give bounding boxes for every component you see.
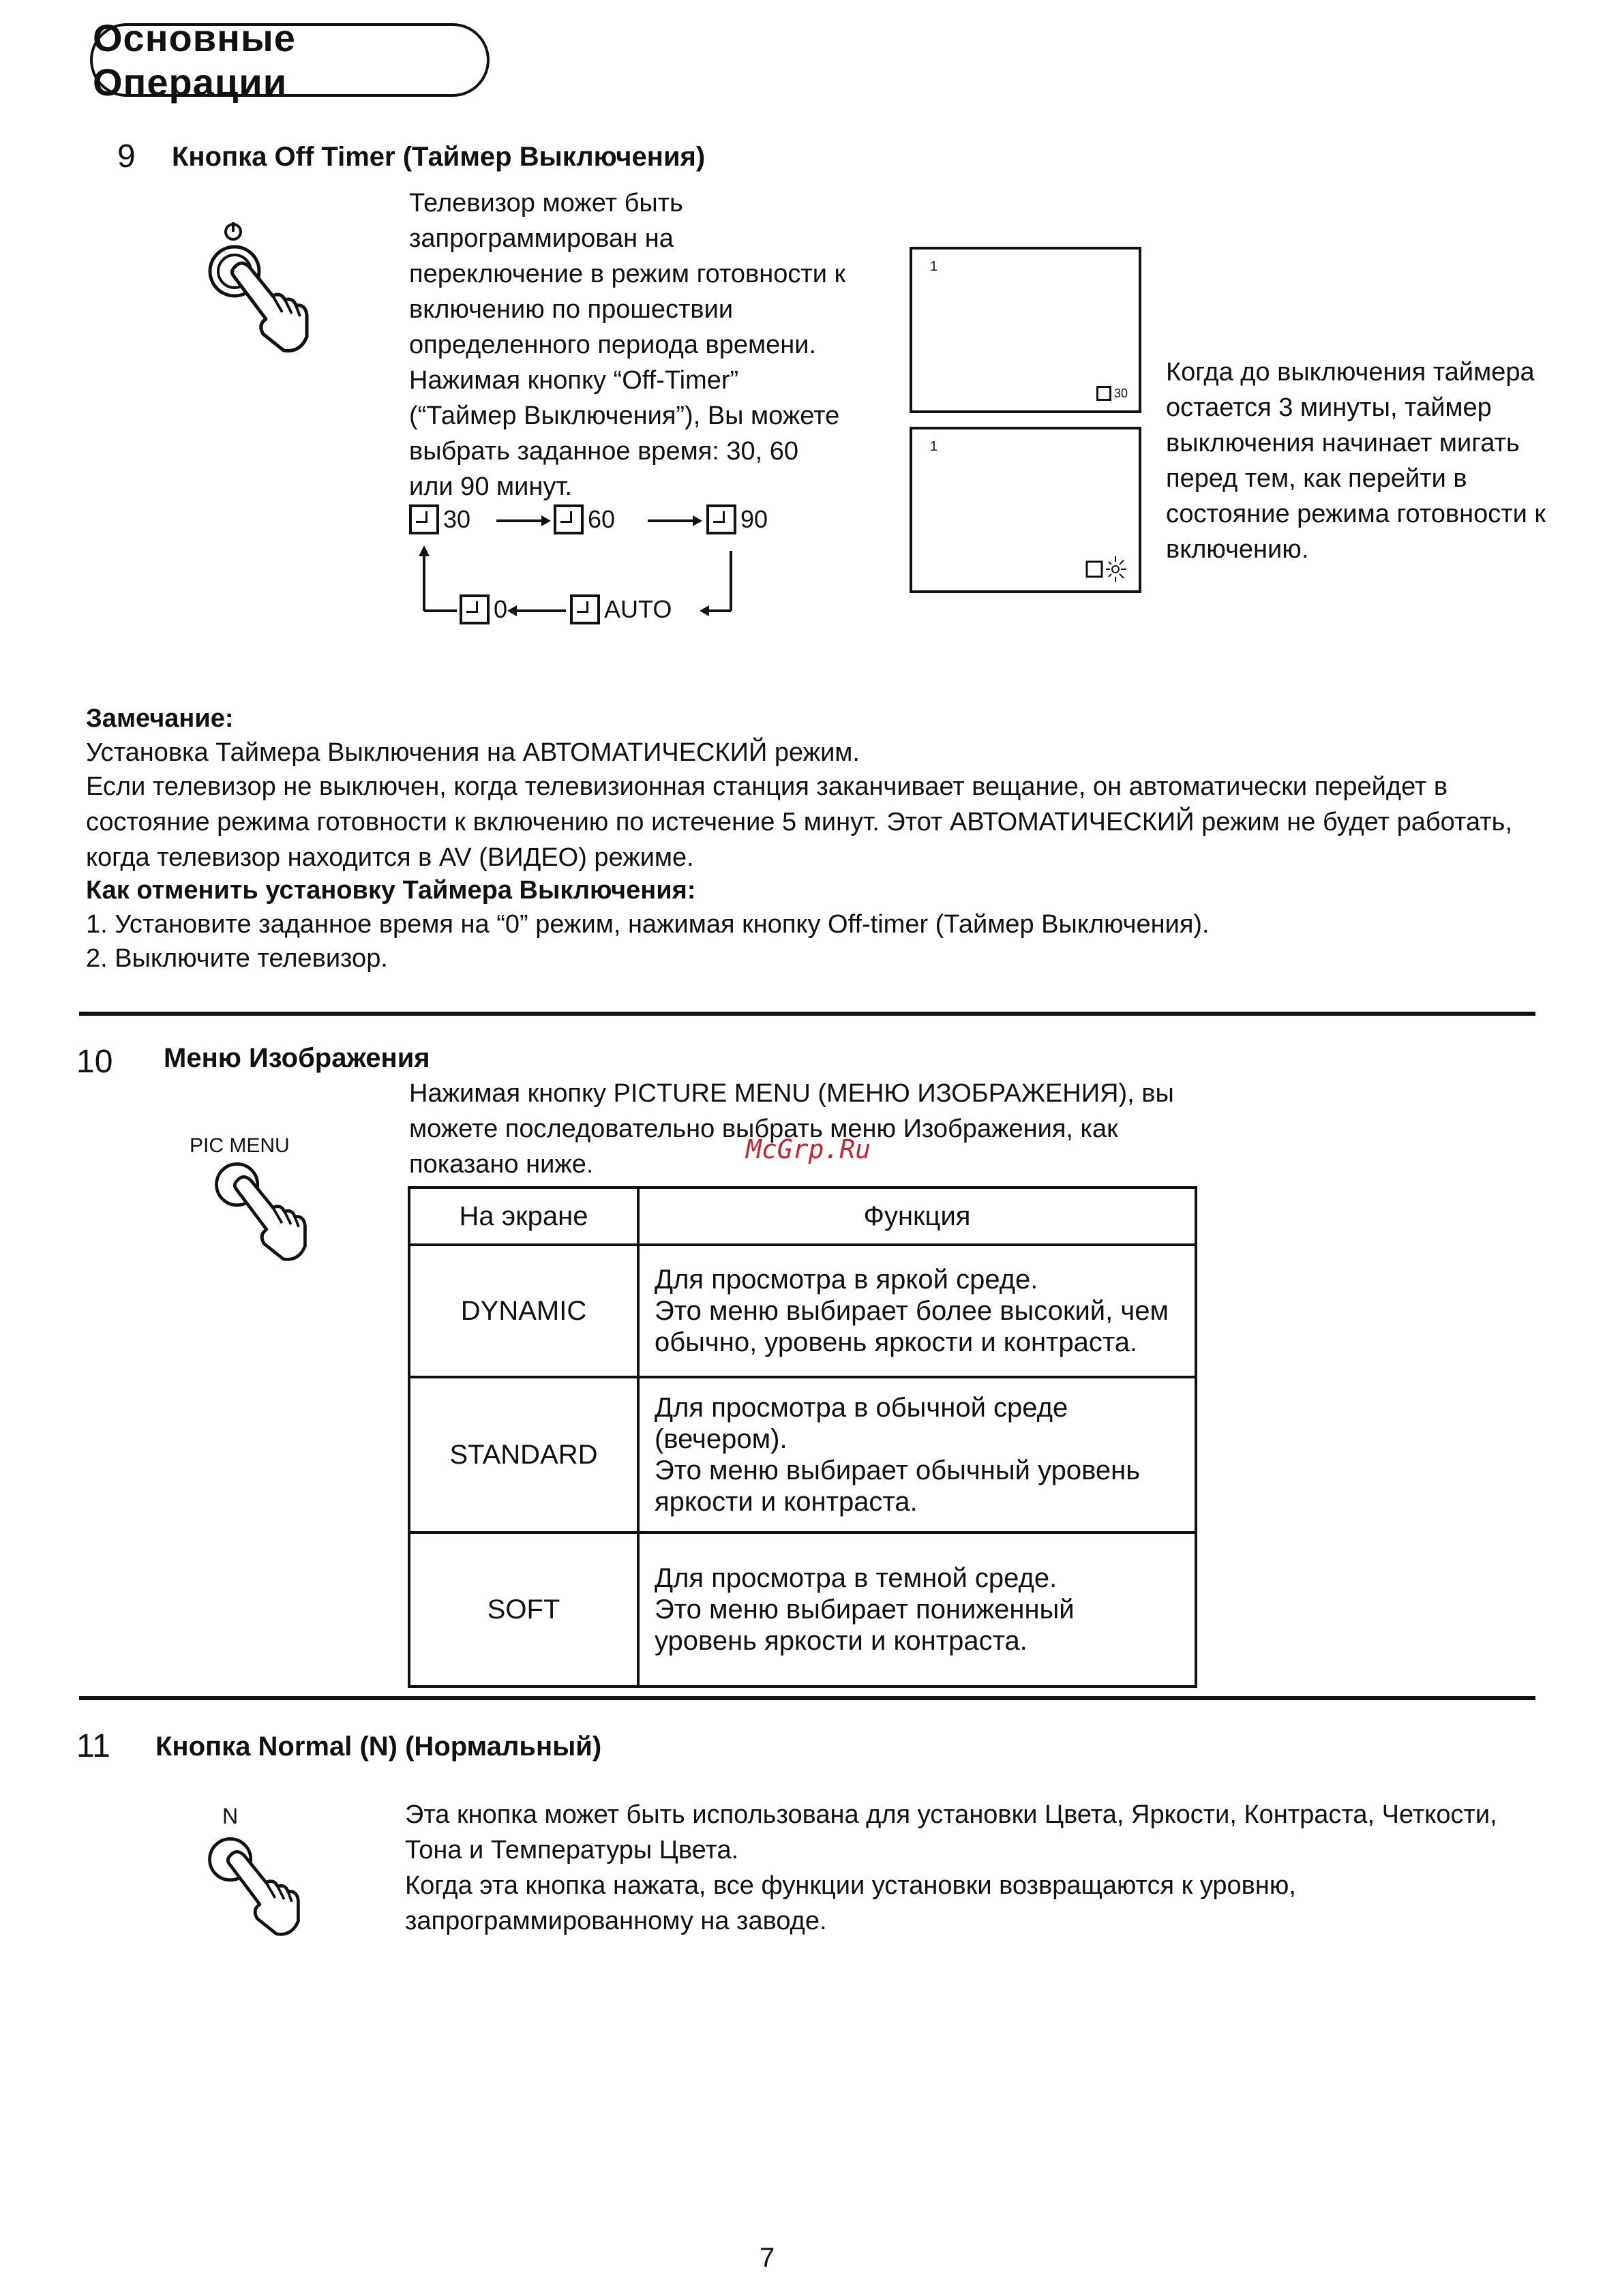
section-11-number: 11 [76,1728,110,1764]
note-line-2: Если телевизор не выключен, когда телевизионная станция заканчивает вещание, он автоматически перейдет в состояние режима готовности к включению по истечение 5 минут. Этот АВТОМАТИЧЕСКИЙ режим не будет работать, когда телевизор находится в AV (ВИДЕО) режиме. [86,772,1513,872]
mode-function: Для просмотра в яркой среде. Это меню выбирает более высокий, чем обычно, уровень яркости и контраста. [638,1245,1196,1377]
section-9-title: Кнопка Off Timer (Таймер Выключения) [172,142,706,172]
timer-icon [409,504,439,534]
timer-icon [554,504,584,534]
mode-name: DYNAMIC [409,1245,638,1377]
mode-function: Для просмотра в обычной среде (вечером). Это меню выбирает обычный уровень яркости и контраста. [638,1377,1196,1532]
table-header-row [409,1188,1196,1245]
timer-icon [460,594,490,624]
section-9-number: 9 [117,138,136,175]
tv-screen-timer-blinking [910,427,1141,593]
tv-screen-timer-set [910,247,1141,413]
arrow-right-icon [496,514,551,528]
timer-button-hand-icon [198,217,314,360]
pic-menu-hand-icon [211,1159,320,1268]
timer-option-0: 0 [494,595,508,623]
mode-name: STANDARD [409,1377,638,1532]
section-11-title: Кнопка Normal (N) (Нормальный) [155,1732,602,1762]
section-divider [79,1012,1535,1016]
cancel-step-1: 1. Установите заданное время на “0” режим, нажимая кнопку Off-timer (Таймер Выключения). [86,910,1210,939]
watermark: McGrp.Ru [746,1134,871,1164]
normal-button-hand-icon [205,1834,314,1943]
mode-function: Для просмотра в темной среде. Это меню выбирает пониженный уровень яркости и контраста. [638,1532,1196,1687]
note-line-1: Установка Таймера Выключения на АВТОМАТИЧЕСКИЙ режим. [86,738,860,767]
section-divider [79,1696,1535,1700]
normal-button-label: N [222,1804,239,1828]
table-row [409,1245,1196,1377]
timer-sequence-diagram [409,504,832,627]
timer-icon [1096,386,1111,401]
blinking-timer-icon [1085,554,1129,584]
timer-option-90: 90 [740,505,768,533]
section-9-description: Телевизор может быть запрограммирован на переключение в режим готовности к включению по прошествии определенного периода времени. Нажимая кнопку “Off-Timer” (“Таймер Выключения”), Вы можете выбрать заданное время: 30, 60 или 90 минут. [409,189,846,501]
timer-indicator-value: 30 [1113,386,1128,400]
column-header-screen: На экране [409,1188,638,1245]
page-title: Основные Операции [90,23,490,97]
section-10-number: 10 [76,1044,113,1080]
pic-menu-button-label: PIC MENU [190,1134,290,1157]
section-10-title: Меню Изображения [164,1043,430,1073]
column-header-function: Функция [638,1188,1196,1245]
channel-number: 1 [930,259,938,274]
timer-option-30: 30 [443,505,471,533]
timer-icon [570,594,600,624]
timer-icon [706,504,736,534]
section-11-description: Эта кнопка может быть использована для установки Цвета, Яркости, Контраста, Четкости, Тона и Температуры Цвета. Когда эта кнопка нажата, все функции установки возвращаются к уровню, запрограммированному на заводе. [405,1800,1497,1935]
section-10-description: Нажимая кнопку PICTURE MENU (МЕНЮ ИЗОБРАЖЕНИЯ), вы можете последовательно выбрать меню Изображения, как показано ниже. [409,1079,1174,1179]
timer-option-60: 60 [588,505,616,533]
page-number: 7 [760,2243,775,2273]
cancel-step-2: 2. Выключите телевизор. [86,944,388,973]
timer-blink-note: Когда до выключения таймера остается 3 минуты, таймер выключения начинает мигать перед тем, как перейти в состояние режима готовности к включению. [1166,358,1546,564]
table-row [409,1377,1196,1532]
note-heading: Замечание: [86,704,234,733]
cancel-heading: Как отменить установку Таймера Выключения: [86,876,696,905]
channel-number: 1 [930,439,938,454]
mode-name: SOFT [409,1532,638,1687]
timer-option-auto: AUTO [604,595,672,623]
picture-menu-table [408,1186,1197,1688]
table-row [409,1532,1196,1687]
arrow-right-icon [648,514,702,528]
